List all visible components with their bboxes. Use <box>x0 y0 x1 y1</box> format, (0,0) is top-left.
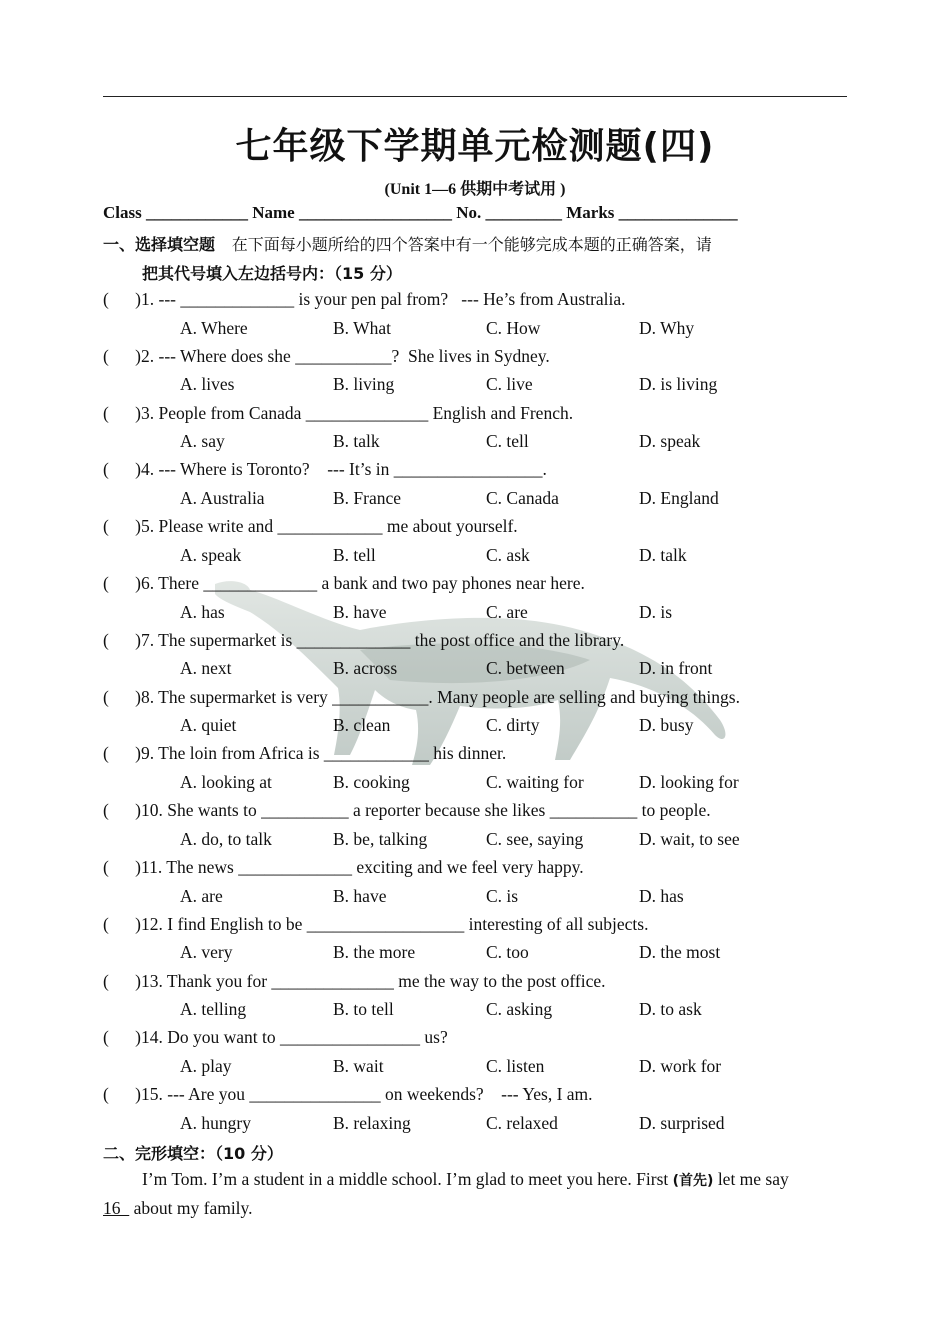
question-text: 14. Do you want to ________________ us? <box>141 1027 448 1048</box>
question-4 <box>103 459 547 480</box>
option-b: B. the more <box>333 942 416 963</box>
option-b: B. relaxing <box>333 1112 411 1133</box>
answer-bracket[interactable]: ( ) <box>103 402 141 423</box>
option-b: B. clean <box>333 715 391 736</box>
question-text: 13. Thank you for ______________ me the way to the post office. <box>141 970 606 991</box>
section2-heading: 二、完形填空：（10 分） <box>103 1144 283 1163</box>
option-c: C. Canada <box>486 487 559 508</box>
option-b: B. to tell <box>333 999 394 1020</box>
option-a: A. speak <box>180 544 242 565</box>
option-d: D. Why <box>639 317 695 338</box>
option-b: B. France <box>333 487 402 508</box>
option-b: B. have <box>333 601 387 622</box>
question-text: 5. Please write and ____________ me about yourself. <box>141 516 518 537</box>
option-d: D. in front <box>639 658 713 679</box>
answer-bracket[interactable]: ( ) <box>103 459 141 480</box>
option-d: D. looking for <box>639 771 739 792</box>
option-b: B. What <box>333 317 392 338</box>
option-a: A. quiet <box>180 715 237 736</box>
answer-bracket[interactable]: ( ) <box>103 1027 141 1048</box>
answer-bracket[interactable]: ( ) <box>103 289 141 309</box>
option-d: D. the most <box>639 942 721 963</box>
section1-instruction-line2: 把其代号填入左边括号内：（15 分） <box>142 264 402 283</box>
option-d: D. work for <box>639 1055 722 1076</box>
top-rule <box>103 96 847 97</box>
option-c: C. relaxed <box>486 1112 558 1133</box>
answer-bracket[interactable]: ( ) <box>103 573 141 593</box>
cloze-gloss: (首先) <box>672 1173 714 1189</box>
answer-bracket[interactable]: ( ) <box>103 857 141 877</box>
option-d: D. speak <box>639 431 701 452</box>
option-a: A. do, to talk <box>180 828 272 849</box>
page-title: 七年级下学期单元检测题(四) <box>235 126 715 167</box>
question-text: 2. --- Where does she ___________? She lives in Sydney. <box>141 345 550 366</box>
option-a: A. looking at <box>180 771 272 792</box>
question-1 <box>103 289 626 310</box>
question-text: 9. The loin from Africa is ____________ his dinner. <box>141 743 507 764</box>
question-3 <box>103 403 573 424</box>
option-b: B. wait <box>333 1055 384 1076</box>
question-text: 7. The supermarket is _____________ the post office and the library. <box>141 629 625 650</box>
option-a: A. Where <box>180 317 248 338</box>
question-7 <box>103 630 624 651</box>
question-12 <box>103 914 648 935</box>
section1-heading-line <box>103 232 712 255</box>
option-c: C. listen <box>486 1055 545 1076</box>
option-d: D. is <box>639 601 673 622</box>
option-b: B. tell <box>333 544 376 565</box>
option-b: B. cooking <box>333 771 410 792</box>
answer-bracket[interactable]: ( ) <box>103 800 141 821</box>
option-b: B. talk <box>333 431 380 452</box>
option-c: C. dirty <box>486 715 540 736</box>
option-d: D. busy <box>639 715 694 736</box>
question-8 <box>103 687 740 708</box>
option-c: C. live <box>486 374 533 395</box>
question-2 <box>103 346 550 367</box>
option-c: C. are <box>486 601 528 622</box>
question-text: 3. People from Canada ______________ English and French. <box>141 402 574 423</box>
option-a: A. has <box>180 601 225 622</box>
option-c: C. How <box>486 317 541 338</box>
cloze-text-1a: I’m Tom. I’m a student in a middle school. I’m glad to meet you here. First <box>142 1169 673 1189</box>
question-14 <box>103 1027 448 1048</box>
page-subtitle: (Unit 1—6 供期中考试用 ) <box>384 181 566 198</box>
option-b: B. have <box>333 885 387 906</box>
option-c: C. tell <box>486 431 529 452</box>
option-d: D. England <box>639 487 719 508</box>
option-d: D. is living <box>639 374 718 395</box>
option-c: C. asking <box>486 999 553 1020</box>
option-a: A. are <box>180 885 223 906</box>
question-text: 11. The news _____________ exciting and we feel very happy. <box>141 857 584 877</box>
question-text: 10. She wants to __________ a reporter because she likes __________ to people. <box>141 800 711 821</box>
option-d: D. wait, to see <box>639 828 740 849</box>
option-c: C. waiting for <box>486 771 584 792</box>
option-a: A. next <box>180 658 232 679</box>
option-d: D. surprised <box>639 1112 725 1133</box>
question-text: 15. --- Are you _______________ on weekends? --- Yes, I am. <box>141 1084 593 1105</box>
answer-bracket[interactable]: ( ) <box>103 516 141 537</box>
question-5 <box>103 516 518 537</box>
question-13 <box>103 971 606 992</box>
option-d: D. has <box>639 885 684 906</box>
cloze-paragraph-line1 <box>142 1169 789 1190</box>
option-a: A. say <box>180 431 225 452</box>
option-b: B. be, talking <box>333 828 428 849</box>
option-b: B. living <box>333 374 395 395</box>
question-11 <box>103 857 584 878</box>
option-c: C. see, saying <box>486 828 584 849</box>
option-a: A. hungry <box>180 1112 251 1133</box>
answer-bracket[interactable]: ( ) <box>103 743 141 764</box>
question-text: 12. I find English to be __________________ interesting of all subjects. <box>141 913 649 934</box>
answer-bracket[interactable]: ( ) <box>103 629 141 650</box>
answer-bracket[interactable]: ( ) <box>103 686 141 707</box>
option-d: D. to ask <box>639 999 702 1020</box>
answer-bracket[interactable]: ( ) <box>103 1084 141 1105</box>
answer-bracket[interactable]: ( ) <box>103 345 141 366</box>
question-text: 6. There _____________ a bank and two pay phones near here. <box>141 573 585 593</box>
question-9 <box>103 743 506 764</box>
cloze-paragraph-line2 <box>103 1198 253 1219</box>
cloze-text-2: about my family. <box>129 1198 253 1218</box>
section1-instruction-line1: 在下面每小题所给的四个答案中有一个能够完成本题的正确答案，请 <box>231 235 712 254</box>
question-6 <box>103 573 585 594</box>
question-15 <box>103 1084 593 1105</box>
student-info-line: Class ____________ Name __________________ No. _________ Marks ______________ <box>103 203 738 222</box>
option-c: C. too <box>486 942 529 963</box>
question-text: 4. --- Where is Toronto? --- It’s in _________________. <box>141 459 547 480</box>
option-a: A. lives <box>180 374 235 395</box>
option-c: C. is <box>486 885 519 906</box>
option-b: B. across <box>333 658 398 679</box>
answer-bracket[interactable]: ( ) <box>103 913 141 934</box>
question-10 <box>103 800 711 821</box>
answer-bracket[interactable]: ( ) <box>103 970 141 991</box>
question-text: 1. --- _____________ is your pen pal from? --- He’s from Australia. <box>141 289 626 309</box>
option-a: A. play <box>180 1055 232 1076</box>
cloze-blank-16[interactable]: 16 <box>103 1198 130 1218</box>
option-a: A. Australia <box>180 487 265 508</box>
question-text: 8. The supermarket is very ___________. Many people are selling and buying things. <box>141 686 740 707</box>
option-a: A. very <box>180 942 233 963</box>
option-c: C. between <box>486 658 565 679</box>
option-a: A. telling <box>180 999 247 1020</box>
option-c: C. ask <box>486 544 530 565</box>
cloze-text-1b: let me say <box>713 1169 789 1189</box>
section1-heading: 一、选择填空题 <box>103 235 216 254</box>
option-d: D. talk <box>639 544 687 565</box>
